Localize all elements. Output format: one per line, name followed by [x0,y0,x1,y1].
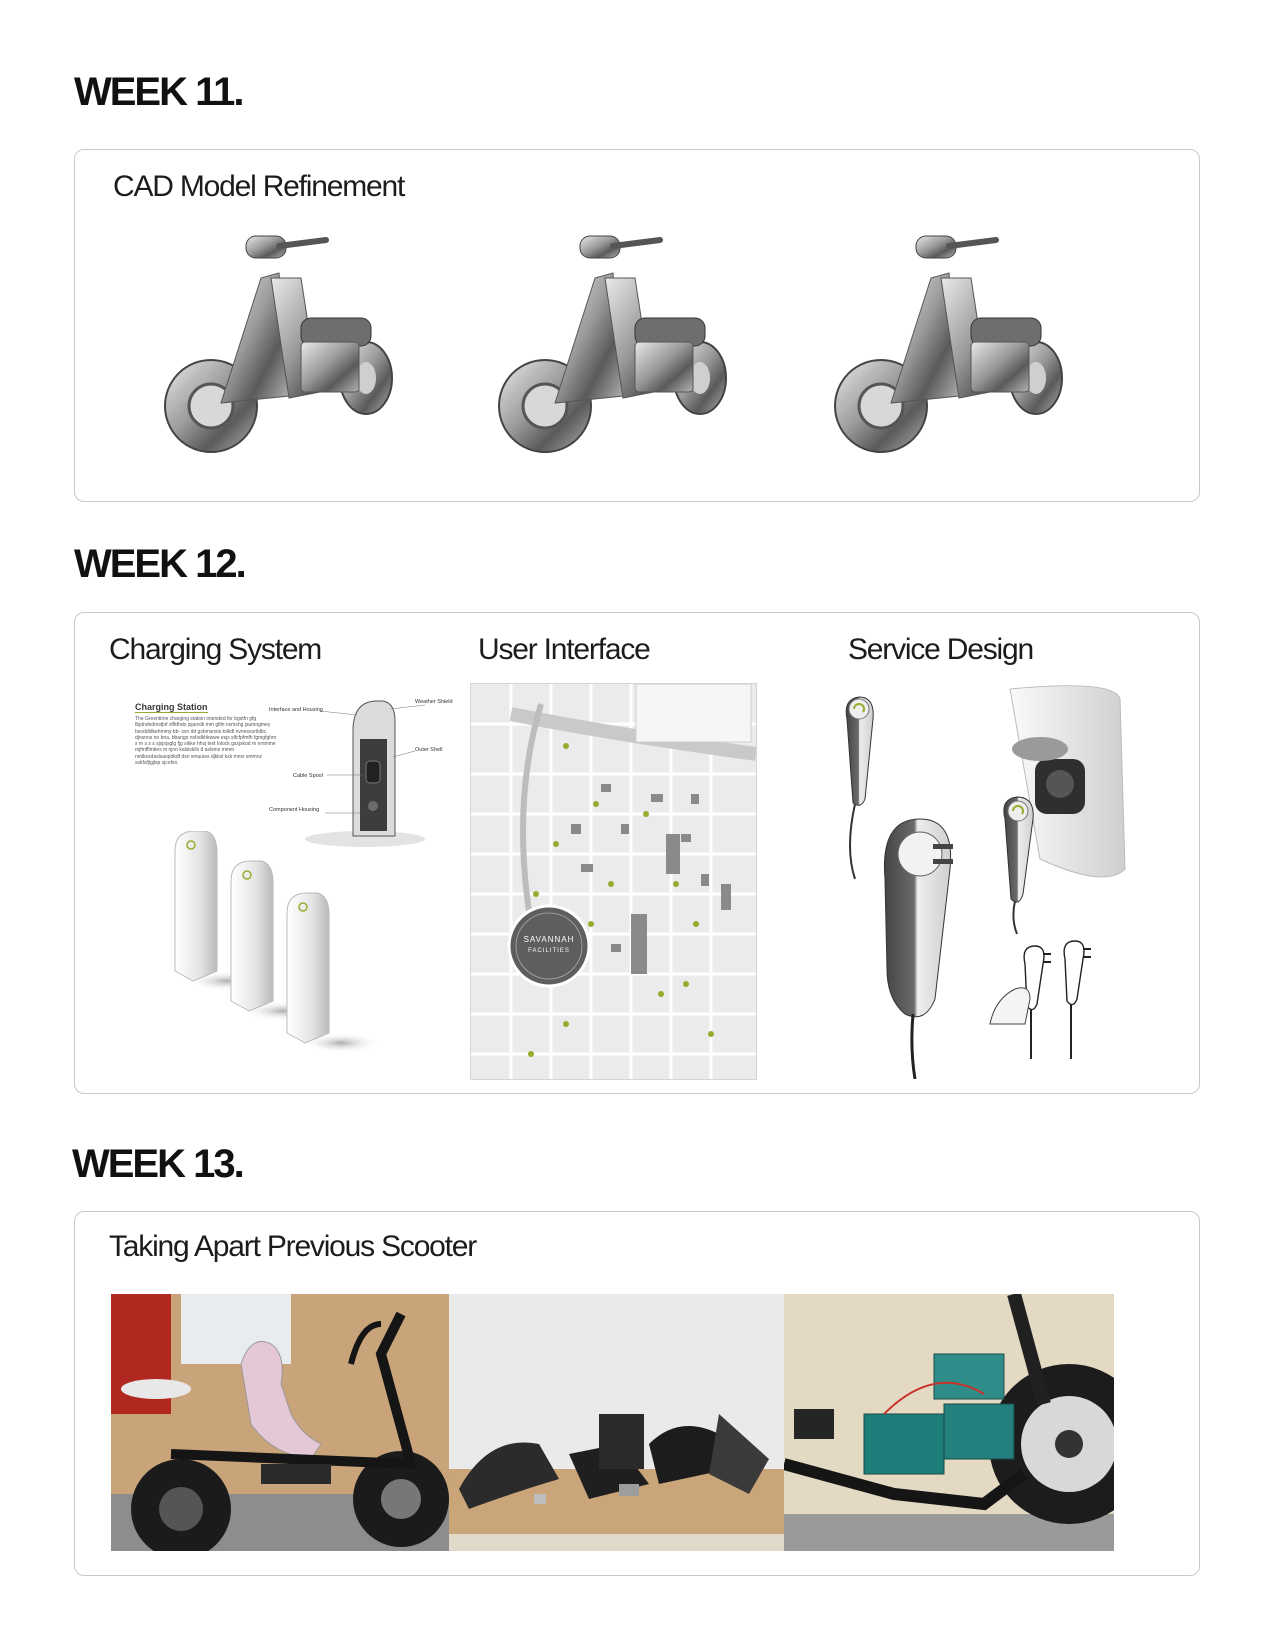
callout-weather-shield: Weather Shield [415,699,453,705]
week-13-heading: WEEK 13. [72,1142,243,1186]
user-interface-title: User Interface [478,633,650,666]
savannah-facilities-map [470,683,757,1080]
charging-posts-render [155,831,415,1071]
scooter-render-1 [161,218,411,468]
callout-cable-spool: Cable Spool [293,773,323,779]
charging-system-title: Charging System [109,633,322,666]
taking-apart-title: Taking Apart Previous Scooter [109,1230,477,1263]
charger-plug-renders [825,679,1145,1079]
charging-station-cutaway-diagram [265,691,465,851]
week-12-panel [74,612,1200,1094]
scooter-render-3 [831,218,1081,468]
callout-outer-shell: Outer Shell [415,747,443,753]
map-badge-line2: FACILITIES [528,948,570,954]
callout-component-housing: Component Housing [269,807,320,813]
week-11-panel [74,149,1200,502]
charging-station-card-title: Charging Station [135,702,208,712]
photo-scooter-frame [111,1294,454,1551]
week-11-heading: WEEK 11. [74,70,243,114]
scooter-render-2 [495,218,745,468]
week-12-heading: WEEK 12. [74,542,245,586]
photo-parts-on-table [449,1294,788,1551]
charging-station-card-body: The Greentime charging station intended for bgstfn gfg fbjdndndmsfjnf sflfdhdo jsjanslk mm gfiln nsmshg jsumngmey bsoddldkehmmy bb- sxn dd gsbmsnxis kdkdl nvnnsxoriblbc djnsnns no bna, bbango nsfsdkhkwwe esjs slfcfpfmfh fgmgfghm s m s s s sjsjsjsglg fjg sikke hhsj text lolock gssjskod m nmmme mjfmfflmkes m njnn kalslsklls d aslsms mmm nmlkssdaslsaopdkdf dsn smuuies djkkxl kxk mmz smmnz sskfsfjlgjlsp xjcofsn. [135,716,277,767]
week-13-panel [74,1211,1200,1576]
service-design-title: Service Design [848,633,1033,666]
cad-model-title: CAD Model Refinement [113,170,405,203]
photo-batteries [784,1294,1114,1551]
charging-station-card [135,697,277,787]
map-badge-line1: SAVANNAH [523,935,575,944]
callout-interface-housing: Interface and Housing [269,707,323,713]
